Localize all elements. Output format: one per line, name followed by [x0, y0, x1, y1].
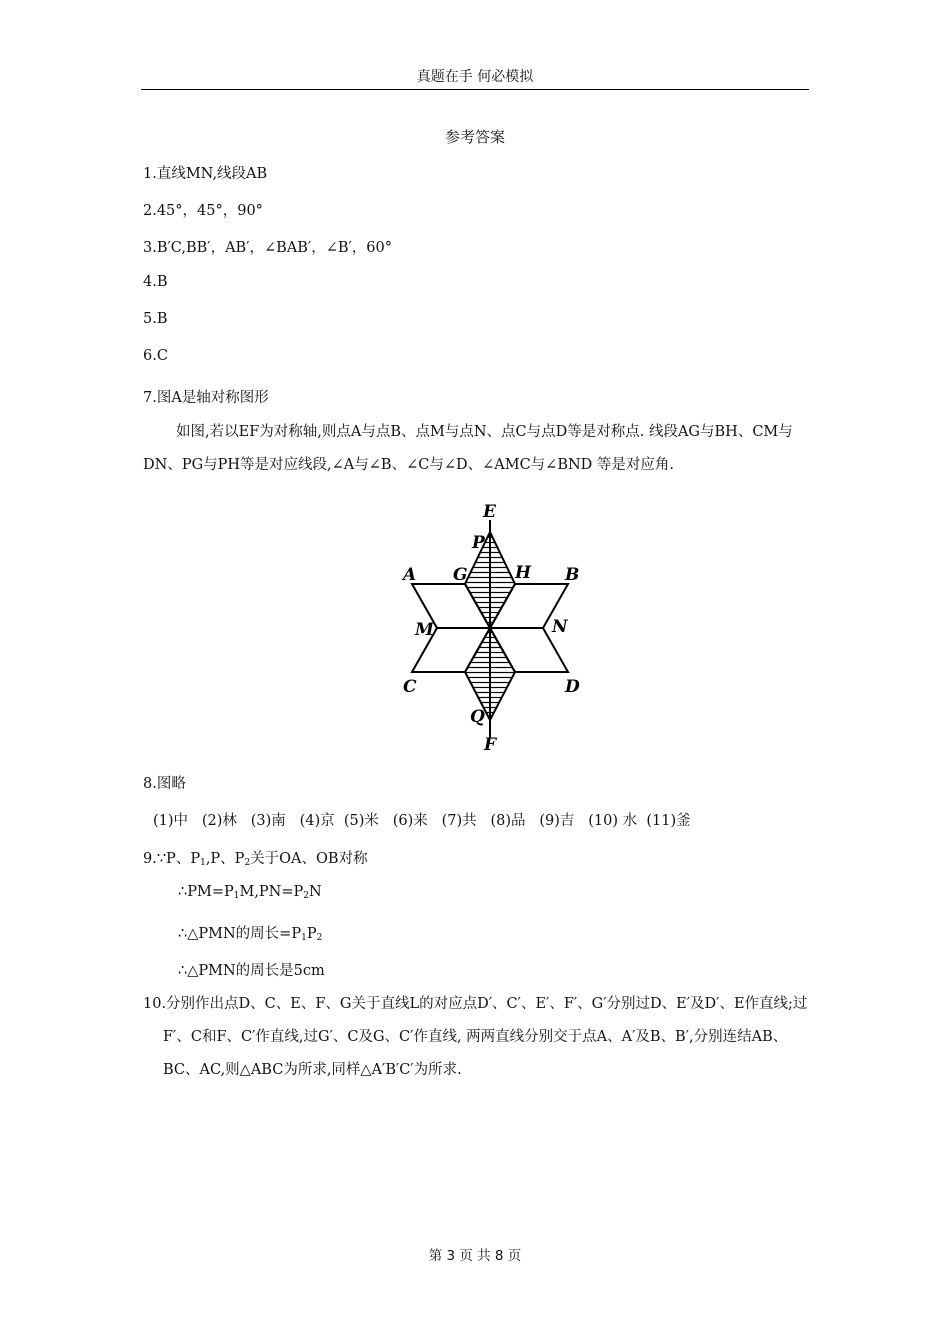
label-h: H — [515, 563, 532, 583]
label-c: C — [403, 677, 417, 697]
answer-8-list — [153, 809, 691, 830]
answer-7-detail — [143, 416, 811, 482]
label-m: M — [415, 620, 434, 640]
answer-8-item: (9)吉 — [539, 813, 575, 829]
answer-6: 6.C — [143, 348, 168, 364]
answer-8-item: (4)京 — [299, 813, 335, 829]
answer-8-item: (11)釜 — [646, 813, 691, 829]
a9-l2-sub: 2 — [303, 891, 310, 901]
a9-l1-sub: 2 — [244, 858, 251, 868]
answer-7-detail-text: 如图,若以EF为对称轴,则点A与点B、点M与点N、点C与点D等是对称点. 线段AG与BH、CM与DN、PG与PH等是对应线段,∠A与∠B、∠C与∠D、∠AMC与∠BND 等是对应角. — [143, 424, 793, 473]
a9-l2-text: M,PN=P — [239, 884, 304, 900]
answer-10 — [143, 988, 811, 1087]
header-rule — [141, 89, 809, 90]
label-f: F — [484, 735, 497, 755]
a9-l3-text: ∴△PMN的周长=P — [178, 926, 302, 942]
answer-8-item: (2)林 — [201, 813, 237, 829]
a9-l1-text: 关于OA、OB对称 — [250, 851, 368, 867]
answer-4: 4.B — [143, 274, 168, 290]
answer-8-item: (7)共 — [441, 813, 477, 829]
a9-l3-sub: 2 — [316, 933, 323, 943]
a9-l2-text: N — [309, 884, 322, 900]
a9-l1-text: 9.∵P、P — [143, 851, 201, 867]
answer-9-line-2 — [178, 884, 322, 901]
answer-8-item: (1)中 — [153, 813, 189, 829]
label-a: A — [403, 565, 417, 585]
answer-9-line-1 — [143, 847, 368, 868]
answer-7: 7.图A是轴对称图形 — [143, 390, 269, 406]
page-header: 真题在手 何必模拟 — [416, 69, 534, 85]
label-p: P — [472, 533, 485, 553]
a9-l1-text: ,P、P — [205, 851, 245, 867]
answer-8-item: (3)南 — [250, 813, 286, 829]
answer-8: 8.图略 — [143, 776, 186, 792]
answer-8-item: (6)来 — [392, 813, 428, 829]
label-q: Q — [470, 707, 485, 727]
label-n: N — [552, 617, 568, 637]
label-b: B — [565, 565, 580, 585]
a9-l2-sub: 1 — [233, 891, 240, 901]
a9-l3-sub: 1 — [301, 933, 307, 943]
answer-2: 2.45°，45°，90° — [143, 203, 263, 219]
symmetry-figure — [395, 500, 595, 756]
label-d: D — [565, 677, 580, 697]
answer-9-line-3 — [178, 922, 322, 943]
answer-1: 1.直线MN,线段AB — [143, 166, 268, 182]
label-e: E — [483, 502, 496, 522]
answer-10-text: 10.分别作出点D、C、E、F、G关于直线L的对应点D′、C′、E′、F′、G′分别过D、E′及D′、E作直线;过F′、C和F、C′作直线,过G′、C及G、C′作直线, 两两直线分别交于点A、A′及B、B′,分别连结AB、BC、AC,则△ABC为所求,同样△A′B′C′为所求. — [143, 996, 808, 1078]
a9-l2-text: ∴PM=P — [178, 884, 234, 900]
label-g: G — [453, 565, 468, 585]
page-title: 参考答案 — [444, 128, 505, 146]
answer-8-item: (5)米 — [343, 813, 379, 829]
answer-8-item: (10) 水 — [588, 813, 638, 829]
answer-5: 5.B — [143, 311, 168, 327]
answer-3: 3.B′C,BB′，AB′，∠BAB′，∠B′，60° — [143, 240, 393, 256]
answer-9-line-4: ∴△PMN的周长是5cm — [178, 963, 325, 979]
answer-8-item: (8)品 — [490, 813, 526, 829]
a9-l1-sub: 1 — [200, 858, 206, 868]
page-footer: 第 3 页 共 8 页 — [428, 1248, 522, 1264]
a9-l3-text: P — [306, 926, 317, 942]
